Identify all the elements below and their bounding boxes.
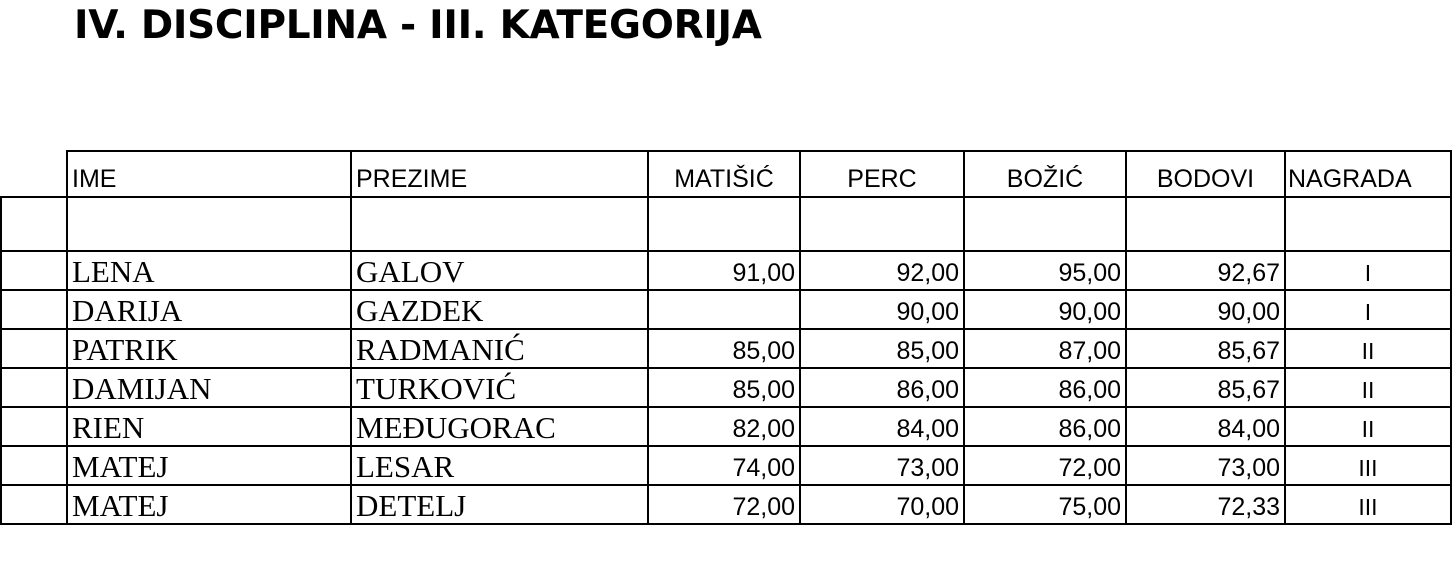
table-row xyxy=(1,368,1451,407)
cell-matisic: 72,00 xyxy=(648,485,800,524)
cell-ime: LENA xyxy=(67,251,351,290)
cell-matisic xyxy=(648,290,800,329)
cell-prezime: LESAR xyxy=(351,446,648,485)
row-gutter xyxy=(1,485,67,524)
empty-cell xyxy=(67,197,351,251)
cell-nagrada: II xyxy=(1285,368,1451,407)
cell-matisic: 85,00 xyxy=(648,329,800,368)
cell-matisic: 82,00 xyxy=(648,407,800,446)
cell-prezime: TURKOVIĆ xyxy=(351,368,648,407)
cell-perc: 86,00 xyxy=(800,368,964,407)
cell-bozic: 86,00 xyxy=(964,407,1126,446)
empty-cell xyxy=(800,197,964,251)
cell-perc: 90,00 xyxy=(800,290,964,329)
cell-prezime: MEĐUGORAC xyxy=(351,407,648,446)
cell-perc: 84,00 xyxy=(800,407,964,446)
cell-matisic: 85,00 xyxy=(648,368,800,407)
cell-bozic: 90,00 xyxy=(964,290,1126,329)
cell-bodovi: 84,00 xyxy=(1126,407,1285,446)
cell-prezime: DETELJ xyxy=(351,485,648,524)
header-bozic: BOŽIĆ xyxy=(964,151,1126,197)
cell-ime: DARIJA xyxy=(67,290,351,329)
table-row xyxy=(1,329,1451,368)
cell-bodovi: 85,67 xyxy=(1126,329,1285,368)
cell-bodovi: 90,00 xyxy=(1126,290,1285,329)
cell-perc: 73,00 xyxy=(800,446,964,485)
empty-cell xyxy=(1,197,67,251)
empty-cell xyxy=(1285,197,1451,251)
cell-prezime: GALOV xyxy=(351,251,648,290)
row-gutter xyxy=(1,368,67,407)
cell-matisic: 74,00 xyxy=(648,446,800,485)
cell-nagrada: II xyxy=(1285,329,1451,368)
cell-bodovi: 73,00 xyxy=(1126,446,1285,485)
cell-nagrada: I xyxy=(1285,251,1451,290)
cell-nagrada: II xyxy=(1285,407,1451,446)
header-nagrada: NAGRADA xyxy=(1285,151,1451,197)
cell-matisic: 91,00 xyxy=(648,251,800,290)
row-gutter xyxy=(1,446,67,485)
header-perc: PERC xyxy=(800,151,964,197)
cell-bozic: 72,00 xyxy=(964,446,1126,485)
page-title: IV. DISCIPLINA - III. KATEGORIJA xyxy=(74,3,762,48)
cell-prezime: GAZDEK xyxy=(351,290,648,329)
cell-bozic: 75,00 xyxy=(964,485,1126,524)
cell-bozic: 95,00 xyxy=(964,251,1126,290)
cell-bodovi: 92,67 xyxy=(1126,251,1285,290)
cell-bodovi: 72,33 xyxy=(1126,485,1285,524)
header-prezime: PREZIME xyxy=(351,151,648,197)
cell-prezime: RADMANIĆ xyxy=(351,329,648,368)
row-gutter xyxy=(1,151,67,197)
results-table xyxy=(0,150,1452,525)
cell-bozic: 86,00 xyxy=(964,368,1126,407)
table-row xyxy=(1,446,1451,485)
cell-ime: DAMIJAN xyxy=(67,368,351,407)
header-matisic: MATIŠIĆ xyxy=(648,151,800,197)
header-bodovi: BODOVI xyxy=(1126,151,1285,197)
cell-ime: MATEJ xyxy=(67,446,351,485)
row-gutter xyxy=(1,407,67,446)
empty-cell xyxy=(648,197,800,251)
table-row xyxy=(1,407,1451,446)
row-gutter xyxy=(1,329,67,368)
table-row xyxy=(1,485,1451,524)
table-row xyxy=(1,251,1451,290)
empty-row xyxy=(1,197,1451,251)
cell-bozic: 87,00 xyxy=(964,329,1126,368)
row-gutter xyxy=(1,251,67,290)
cell-nagrada: III xyxy=(1285,446,1451,485)
empty-cell xyxy=(1126,197,1285,251)
cell-perc: 70,00 xyxy=(800,485,964,524)
empty-cell xyxy=(351,197,648,251)
row-gutter xyxy=(1,290,67,329)
table-row xyxy=(1,290,1451,329)
cell-bodovi: 85,67 xyxy=(1126,368,1285,407)
cell-nagrada: I xyxy=(1285,290,1451,329)
header-ime: IME xyxy=(67,151,351,197)
cell-ime: MATEJ xyxy=(67,485,351,524)
cell-ime: RIEN xyxy=(67,407,351,446)
cell-nagrada: III xyxy=(1285,485,1451,524)
cell-ime: PATRIK xyxy=(67,329,351,368)
cell-perc: 85,00 xyxy=(800,329,964,368)
empty-cell xyxy=(964,197,1126,251)
table-header-row xyxy=(1,151,1451,197)
cell-perc: 92,00 xyxy=(800,251,964,290)
